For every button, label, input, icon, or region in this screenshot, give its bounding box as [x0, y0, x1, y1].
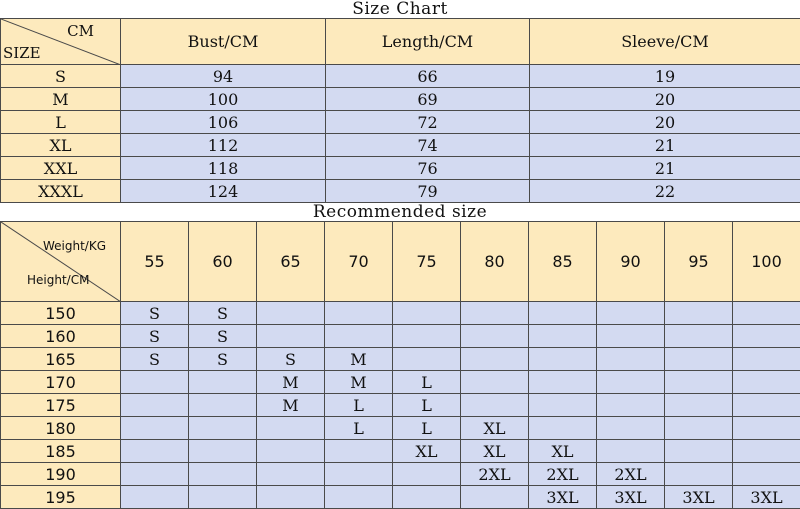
- recommended-size-title: Recommended size: [312, 202, 488, 222]
- recommended-size-cell: [393, 325, 461, 348]
- recommended-size-cell: [529, 417, 597, 440]
- weight-header: 70: [325, 222, 393, 302]
- recommended-size-cell: [461, 325, 529, 348]
- size-label: L: [1, 111, 121, 134]
- recommended-size-cell: [257, 440, 325, 463]
- recommended-size-cell: [189, 463, 257, 486]
- recommended-size-cell: [529, 394, 597, 417]
- size-chart-row: [1, 157, 800, 180]
- recommended-size-cell: [665, 463, 733, 486]
- recommended-size-cell: 3XL: [665, 486, 733, 509]
- recommended-size-cell: M: [257, 394, 325, 417]
- recommended-size-cell: XL: [393, 440, 461, 463]
- recommended-size-cell: S: [189, 302, 257, 325]
- recommended-size-cell: [325, 440, 393, 463]
- recommended-size-cell: [733, 325, 800, 348]
- length-value: 76: [326, 157, 530, 180]
- recommended-size-cell: [189, 371, 257, 394]
- corner-weight-label: Weight/KG: [42, 239, 106, 253]
- recommended-size-cell: [121, 440, 189, 463]
- recommended-size-cell: [461, 394, 529, 417]
- recommended-size-cell: [733, 463, 800, 486]
- recommended-size-cell: [529, 348, 597, 371]
- height-label: 150: [1, 302, 121, 325]
- recommended-size-cell: 3XL: [529, 486, 597, 509]
- recommended-size-cell: [665, 394, 733, 417]
- recommended-size-cell: [733, 302, 800, 325]
- recommended-size-cell: 2XL: [461, 463, 529, 486]
- recommended-size-cell: [121, 417, 189, 440]
- height-label: 180: [1, 417, 121, 440]
- recommended-size-cell: [529, 325, 597, 348]
- recommended-size-cell: [257, 302, 325, 325]
- recommended-size-cell: 3XL: [597, 486, 665, 509]
- height-label: 165: [1, 348, 121, 371]
- corner-unit-label: CM: [67, 22, 94, 40]
- column-header-length: Length/CM: [326, 19, 530, 65]
- recommended-size-cell: XL: [461, 417, 529, 440]
- recommended-size-table: [0, 221, 800, 509]
- recommended-size-cell: [393, 302, 461, 325]
- recommended-size-cell: 3XL: [733, 486, 800, 509]
- recommended-size-cell: [257, 486, 325, 509]
- recommended-size-cell: [325, 325, 393, 348]
- sleeve-value: 20: [530, 88, 800, 111]
- recommended-size-cell: [665, 302, 733, 325]
- column-header-sleeve: Sleeve/CM: [530, 19, 800, 65]
- size-chart-header-row: [1, 19, 800, 65]
- length-value: 66: [326, 65, 530, 88]
- recommended-size-cell: [189, 440, 257, 463]
- recommended-size-cell: XL: [529, 440, 597, 463]
- recommended-size-cell: L: [325, 417, 393, 440]
- recommended-size-cell: [121, 394, 189, 417]
- size-chart-row: [1, 65, 800, 88]
- recommended-size-cell: [461, 302, 529, 325]
- height-label: 175: [1, 394, 121, 417]
- recommended-size-cell: L: [393, 417, 461, 440]
- bust-value: 100: [121, 88, 326, 111]
- recommended-size-cell: [257, 417, 325, 440]
- recommended-size-cell: [121, 463, 189, 486]
- recommended-size-cell: 2XL: [597, 463, 665, 486]
- recommended-size-cell: [529, 371, 597, 394]
- recommended-size-cell: [189, 486, 257, 509]
- recommended-size-cell: [121, 371, 189, 394]
- recommended-size-cell: [665, 417, 733, 440]
- recommended-size-cell: S: [121, 348, 189, 371]
- recommended-row: [1, 371, 800, 394]
- weight-header: 65: [257, 222, 325, 302]
- recommended-size-cell: S: [121, 302, 189, 325]
- height-label: 195: [1, 486, 121, 509]
- length-value: 72: [326, 111, 530, 134]
- recommended-size-cell: [597, 348, 665, 371]
- height-label: 185: [1, 440, 121, 463]
- diagonal-line: [1, 222, 121, 302]
- recommended-row: [1, 440, 800, 463]
- recommended-size-cell: [597, 394, 665, 417]
- size-chart-table: [0, 18, 800, 203]
- recommended-row: [1, 325, 800, 348]
- size-chart-row: [1, 134, 800, 157]
- recommended-size-cell: M: [325, 348, 393, 371]
- recommended-size-cell: [257, 325, 325, 348]
- height-label: 170: [1, 371, 121, 394]
- recommended-size-cell: [529, 302, 597, 325]
- sleeve-value: 20: [530, 111, 800, 134]
- size-label: XL: [1, 134, 121, 157]
- recommended-size-cell: [597, 440, 665, 463]
- height-label: 160: [1, 325, 121, 348]
- weight-header: 100: [733, 222, 800, 302]
- height-label: 190: [1, 463, 121, 486]
- column-header-bust: Bust/CM: [121, 19, 326, 65]
- recommended-size-cell: [597, 302, 665, 325]
- recommended-size-cell: [597, 417, 665, 440]
- bust-value: 118: [121, 157, 326, 180]
- recommended-corner-cell: [1, 222, 121, 302]
- recommended-size-cell: [393, 463, 461, 486]
- recommended-size-cell: M: [325, 371, 393, 394]
- recommended-size-cell: [665, 371, 733, 394]
- sleeve-value: 22: [530, 180, 800, 203]
- sleeve-value: 21: [530, 134, 800, 157]
- length-value: 74: [326, 134, 530, 157]
- bust-value: 124: [121, 180, 326, 203]
- bust-value: 106: [121, 111, 326, 134]
- recommended-size-cell: [393, 486, 461, 509]
- recommended-size-cell: [461, 486, 529, 509]
- length-value: 69: [326, 88, 530, 111]
- recommended-size-cell: L: [325, 394, 393, 417]
- recommended-header-row: [1, 222, 800, 302]
- size-chart-title: Size Chart: [352, 0, 448, 19]
- recommended-size-cell: S: [189, 325, 257, 348]
- recommended-size-cell: [665, 348, 733, 371]
- corner-size-label: SIZE: [3, 44, 41, 62]
- recommended-size-cell: [733, 371, 800, 394]
- recommended-size-cell: [325, 302, 393, 325]
- size-label: XXXL: [1, 180, 121, 203]
- bust-value: 94: [121, 65, 326, 88]
- recommended-size-cell: S: [257, 348, 325, 371]
- recommended-size-cell: M: [257, 371, 325, 394]
- weight-header: 80: [461, 222, 529, 302]
- sleeve-value: 21: [530, 157, 800, 180]
- recommended-size-cell: [733, 417, 800, 440]
- recommended-row: [1, 463, 800, 486]
- recommended-row: [1, 302, 800, 325]
- recommended-row: [1, 486, 800, 509]
- corner-height-label: Height/CM: [27, 273, 90, 287]
- size-chart-row: [1, 180, 800, 203]
- recommended-size-cell: [665, 325, 733, 348]
- recommended-size-cell: [121, 486, 189, 509]
- recommended-size-cell: 2XL: [529, 463, 597, 486]
- recommended-size-cell: [597, 371, 665, 394]
- recommended-size-cell: [461, 348, 529, 371]
- weight-header: 85: [529, 222, 597, 302]
- sleeve-value: 19: [530, 65, 800, 88]
- size-chart-row: [1, 88, 800, 111]
- recommended-size-cell: [325, 463, 393, 486]
- size-label: S: [1, 65, 121, 88]
- recommended-size-cell: L: [393, 394, 461, 417]
- recommended-size-cell: [257, 463, 325, 486]
- recommended-size-cell: [665, 440, 733, 463]
- recommended-size-cell: [189, 394, 257, 417]
- recommended-size-cell: [461, 371, 529, 394]
- length-value: 79: [326, 180, 530, 203]
- recommended-size-cell: [393, 348, 461, 371]
- recommended-size-cell: [733, 394, 800, 417]
- weight-header: 90: [597, 222, 665, 302]
- recommended-row: [1, 394, 800, 417]
- size-label: XXL: [1, 157, 121, 180]
- recommended-size-cell: XL: [461, 440, 529, 463]
- weight-header: 75: [393, 222, 461, 302]
- size-label: M: [1, 88, 121, 111]
- recommended-size-cell: S: [189, 348, 257, 371]
- recommended-size-cell: [733, 440, 800, 463]
- recommended-row: [1, 417, 800, 440]
- bust-value: 112: [121, 134, 326, 157]
- recommended-row: [1, 348, 800, 371]
- weight-header: 55: [121, 222, 189, 302]
- recommended-size-cell: [733, 348, 800, 371]
- recommended-size-cell: [325, 486, 393, 509]
- recommended-size-cell: [597, 325, 665, 348]
- recommended-size-cell: S: [121, 325, 189, 348]
- weight-header: 60: [189, 222, 257, 302]
- size-chart-row: [1, 111, 800, 134]
- recommended-size-cell: [189, 417, 257, 440]
- recommended-size-cell: L: [393, 371, 461, 394]
- size-chart-corner-cell: [1, 19, 121, 65]
- weight-header: 95: [665, 222, 733, 302]
